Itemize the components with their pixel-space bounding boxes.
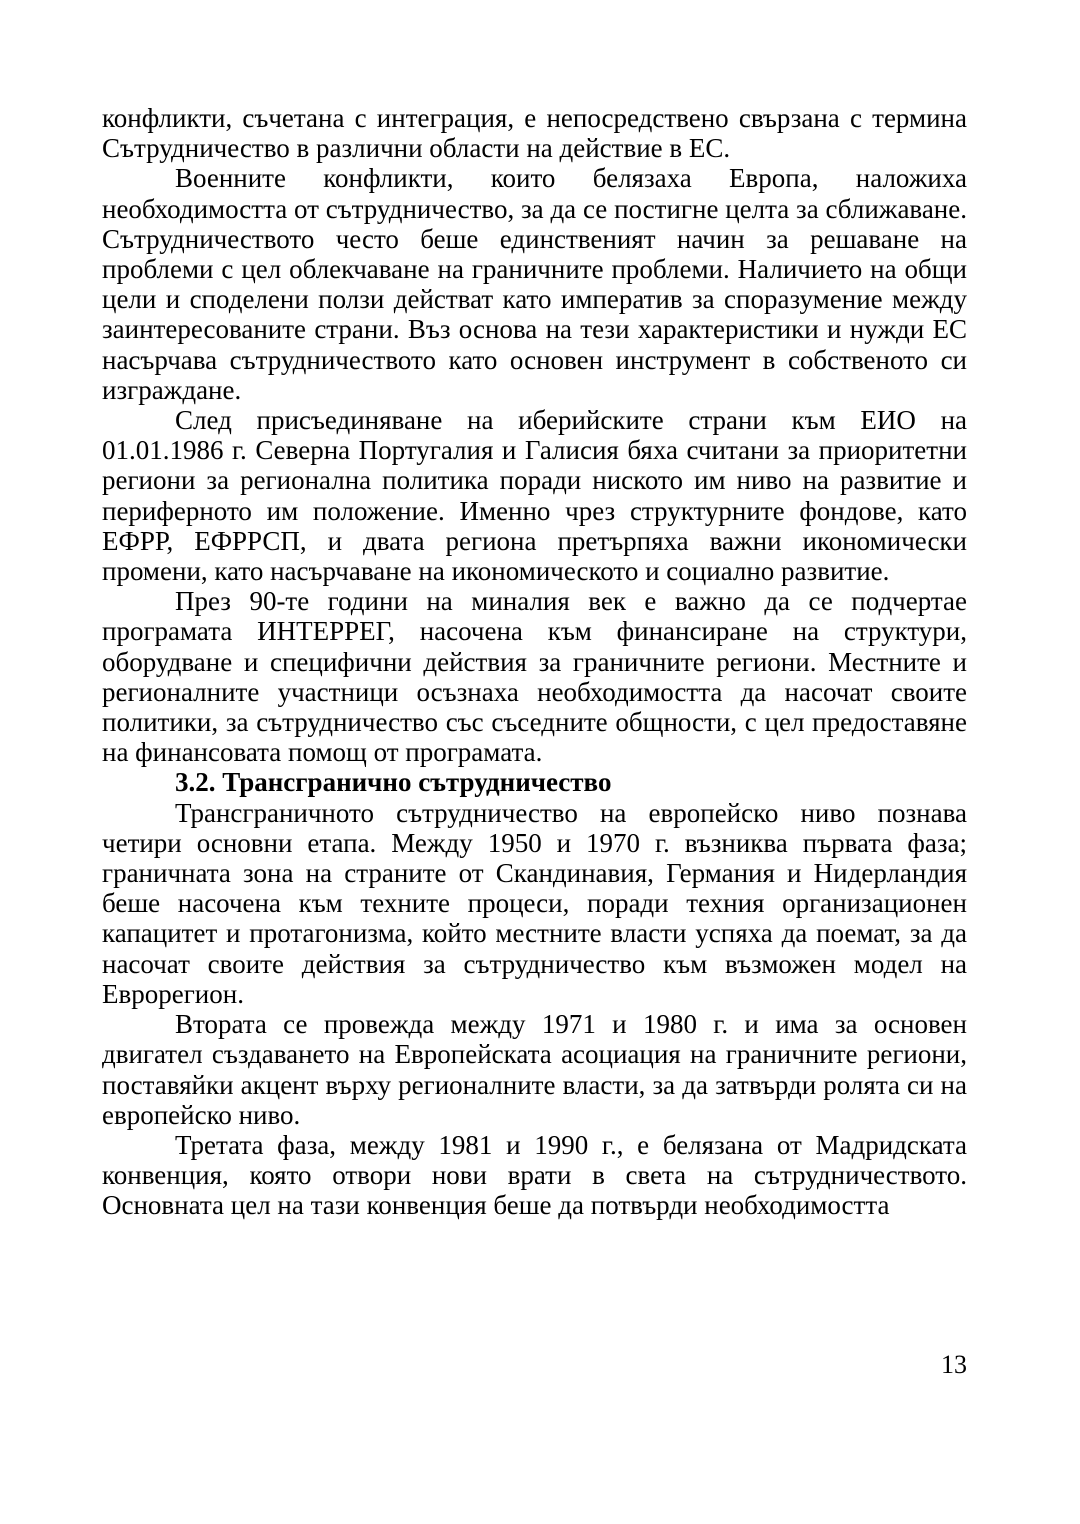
paragraph-four-stages: Трансграничното сътрудничество на европейско ниво познава четири основни етапа. Между 1950 и 1970 г. възниква първата фаза; граничната зона на страните от Скандинавия, Германия и Нидерландия беше насочена към техните процеси, поради техния организационен капацитет и протагонизма, който местните власти успяха да поемат, за да насочат своите действия за сътрудничество към възможен модел на Еврорегион. (102, 797, 967, 1009)
paragraph-military-conflicts: Военните конфликти, които белязаха Европа, наложиха необходимостта от сътрудничество, за да се постигне целта за сближаване. Сътрудничеството често беше единственият начин за решаване на проблеми с цел облекчаване на граничните проблеми. Наличието на общи цели и споделени ползи действат като императив за споразумение между заинтересованите страни. Въз основа на тези характеристики и нужди ЕС насърчава сътрудничеството като основен инструмент в собственото си изграждане. (102, 163, 967, 405)
section-heading: 3.2. Трансгранично сътрудничество (175, 767, 612, 798)
paragraph-interreg: През 90-те години на миналия век е важно да се подчертае програмата ИНТЕРРЕГ, насочена към финансиране на структури, оборудване и специфични действия за граничните региони. Местните и регионалните участници осъзнаха необходимостта да насочат своите политики, за сътрудничество със съседните общности, с цел предоставяне на финансовата помощ от програмата. (102, 586, 967, 768)
paragraph-third-stage: Третата фаза, между 1981 и 1990 г., е белязана от Мадридската конвенция, която отвори нови врати в света на сътрудничеството. Основната цел на тази конвенция беше да потвърди необходимостта (102, 1129, 967, 1221)
paragraph-continuation: конфликти, съчетана с интеграция, е непосредствено свързана с термина Сътрудничество в различни области на действие в ЕС. (102, 103, 967, 164)
body-text (102, 103, 967, 1221)
paragraph-iberian-accession: След присъединяване на иберийските страни към ЕИО на 01.01.1986 г. Северна Португалия и Галисия бяха считани за приоритетни региони за регионална политика поради ниското им ниво на развитие и периферното им положение. Именно чрез структурните фондове, като ЕФРР, ЕФРРСП, и двата региона претърпяха важни икономически промени, като насърчаване на икономическото и социално развитие. (102, 405, 967, 587)
paragraph-second-stage: Втората се провежда между 1971 и 1980 г. и има за основен двигател създаването на Европейската асоциация на граничните региони, поставяйки акцент върху регионалните власти, за да затвърди ролята си на европейско ниво. (102, 1009, 967, 1130)
page-number: 13 (941, 1350, 967, 1379)
